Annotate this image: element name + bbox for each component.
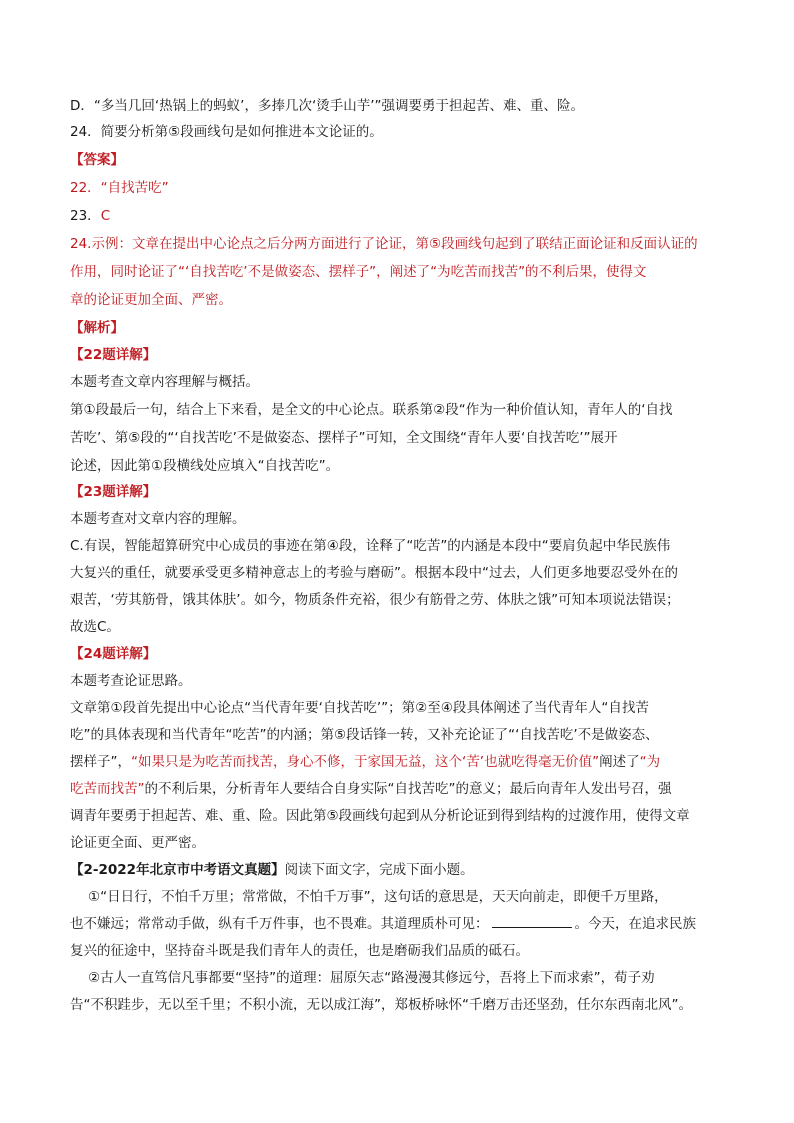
detail-24-line-1: 本题考查论证思路。: [70, 673, 192, 689]
detail-24-line-4-a: 摆样子”，: [70, 754, 131, 770]
answer-23-number: 23．: [70, 208, 101, 224]
detail-24-line-7: 论证更全面、更严密。: [70, 835, 205, 851]
detail-24-heading: 【24题详解】: [70, 646, 157, 662]
detail-24-line-2: 文章第①段首先提出中心论点“当代青年要‘自找苦吃’”；第②至④段具体阐述了当代青年人“自找苦: [70, 700, 649, 716]
detail-23-line-2: C.有误，智能超算研究中心成员的事迹在第④段，诠释了“吃苦”的内涵是本段中“要肩负起中华民族伟: [70, 538, 671, 554]
question-23-option-d: D．“多当几回‘热锅上的蚂蚁’，多捧几次‘烫手山芋’”强调要勇于担起苦、难、重、险。: [70, 98, 585, 114]
detail-22-line-4: 论述，因此第①段横线处应填入“自找苦吃”。: [70, 458, 340, 474]
detail-24-quote: “如果只是为吃苦而找苦，身心不修，于家国无益，这个‘苦’也就吃得毫无价值”: [131, 754, 600, 770]
detail-24-line-4-d: “为: [639, 754, 661, 770]
detail-24-line-5: [70, 779, 672, 799]
analysis-heading: 【解析】: [70, 320, 124, 336]
detail-24-line-5-b: 的不利后果，分析青年人要结合自身实际“自找苦吃”的意义；最后向青年人发出号召，强: [144, 781, 672, 797]
detail-24-line-3: 吃”的具体表现和当代青年“吃苦”的内涵；第⑤段话锋一转，又补充论证了“‘自找苦吃’不是做姿态、: [70, 727, 659, 743]
passage-p1-line-3: 复兴的征途中，坚持奋斗既是我们青年人的责任，也是磨砺我们品质的砥石。: [70, 943, 529, 959]
passage-p2-line-2: 告“不积跬步，无以至千里；不积小流，无以成江海”，郑板桥咏怀“千磨万击还坚劲，任尔东西南北风”。: [70, 997, 692, 1013]
passage-p1-line-1: ①“日日行，不怕千万里；常常做，不怕千万事”，这句话的意思是，天天向前走，即便千万里路，: [88, 889, 668, 905]
detail-24-line-6: 调青年要勇于担起苦、难、重、险。因此第⑤段画线句起到从分析论证到得到结构的过渡作用，使得文章: [70, 808, 690, 824]
question-24-stem: 24．简要分析第⑤段画线句是如何推进本文论证的。: [70, 124, 383, 140]
reading-instruction: 阅读下面文字，完成下面小题。: [284, 862, 474, 878]
answer-24-line-3: 章的论证更加全面、严密。: [70, 292, 232, 308]
detail-22-line-1: 本题考查文章内容理解与概括。: [70, 374, 259, 390]
next-section-header: [70, 860, 474, 880]
detail-22-line-2: 第①段最后一句，结合上下来看，是全文的中心论点。联系第②段“作为一种价值认知，青年人的‘自找: [70, 402, 673, 418]
detail-23-line-1: 本题考查对文章内容的理解。: [70, 511, 246, 527]
answer-heading: 【答案】: [70, 152, 124, 168]
detail-23-line-4: 艰苦，‘劳其筋骨，饿其体肤’。如今，物质条件充裕，很少有筋骨之劳、体肤之饿”可知本项说法错误；: [70, 592, 680, 608]
passage-p2-line-1: ②古人一直笃信凡事都要“坚持”的道理：屈原矢志“路漫漫其修远兮，吾将上下而求索”，荀子劝: [88, 970, 655, 986]
detail-22-heading: 【22题详解】: [70, 347, 157, 363]
detail-22-line-3: 苦吃’、第⑤段的“‘自找苦吃’不是做姿态、摆样子”可知，全文围绕“青年人要‘自找苦吃’”展开: [70, 430, 618, 446]
fill-in-blank: [492, 915, 572, 928]
passage-p1-line-2-a: 也不嫌远；常常动手做，纵有千万件事，也不畏难。其道理质朴可见：: [70, 916, 489, 932]
answer-24-line-2: 作用，同时论证了“‘自找苦吃’不是做姿态、摆样子”，阐述了“为吃苦而找苦”的不利后果，使得文: [70, 264, 647, 280]
detail-24-line-5-a: 吃苦而找苦”: [70, 781, 145, 797]
source-tag: 【2-2022年北京市中考语文真题】: [70, 862, 285, 878]
passage-p1-line-2-b: 。今天，在追求民族: [574, 916, 696, 932]
answer-22: 22．“自找苦吃”: [70, 180, 169, 196]
passage-p1-line-2: [70, 914, 696, 934]
answer-23-value: C: [100, 208, 111, 224]
detail-24-line-4: [70, 752, 660, 772]
detail-23-line-5: 故选C。: [70, 619, 120, 635]
answer-24-line-1: 24.示例：文章在提出中心论点之后分两方面进行了论证，第⑤段画线句起到了联结正面论证和反面认证的: [70, 236, 698, 252]
answer-23: [70, 206, 110, 226]
detail-24-line-4-c: 阐述了: [599, 754, 640, 770]
detail-23-line-3: 大复兴的重任，就要承受更多精神意志上的考验与磨砺”。根据本段中“过去，人们更多地要忍受外在的: [70, 565, 678, 581]
detail-23-heading: 【23题详解】: [70, 484, 157, 500]
